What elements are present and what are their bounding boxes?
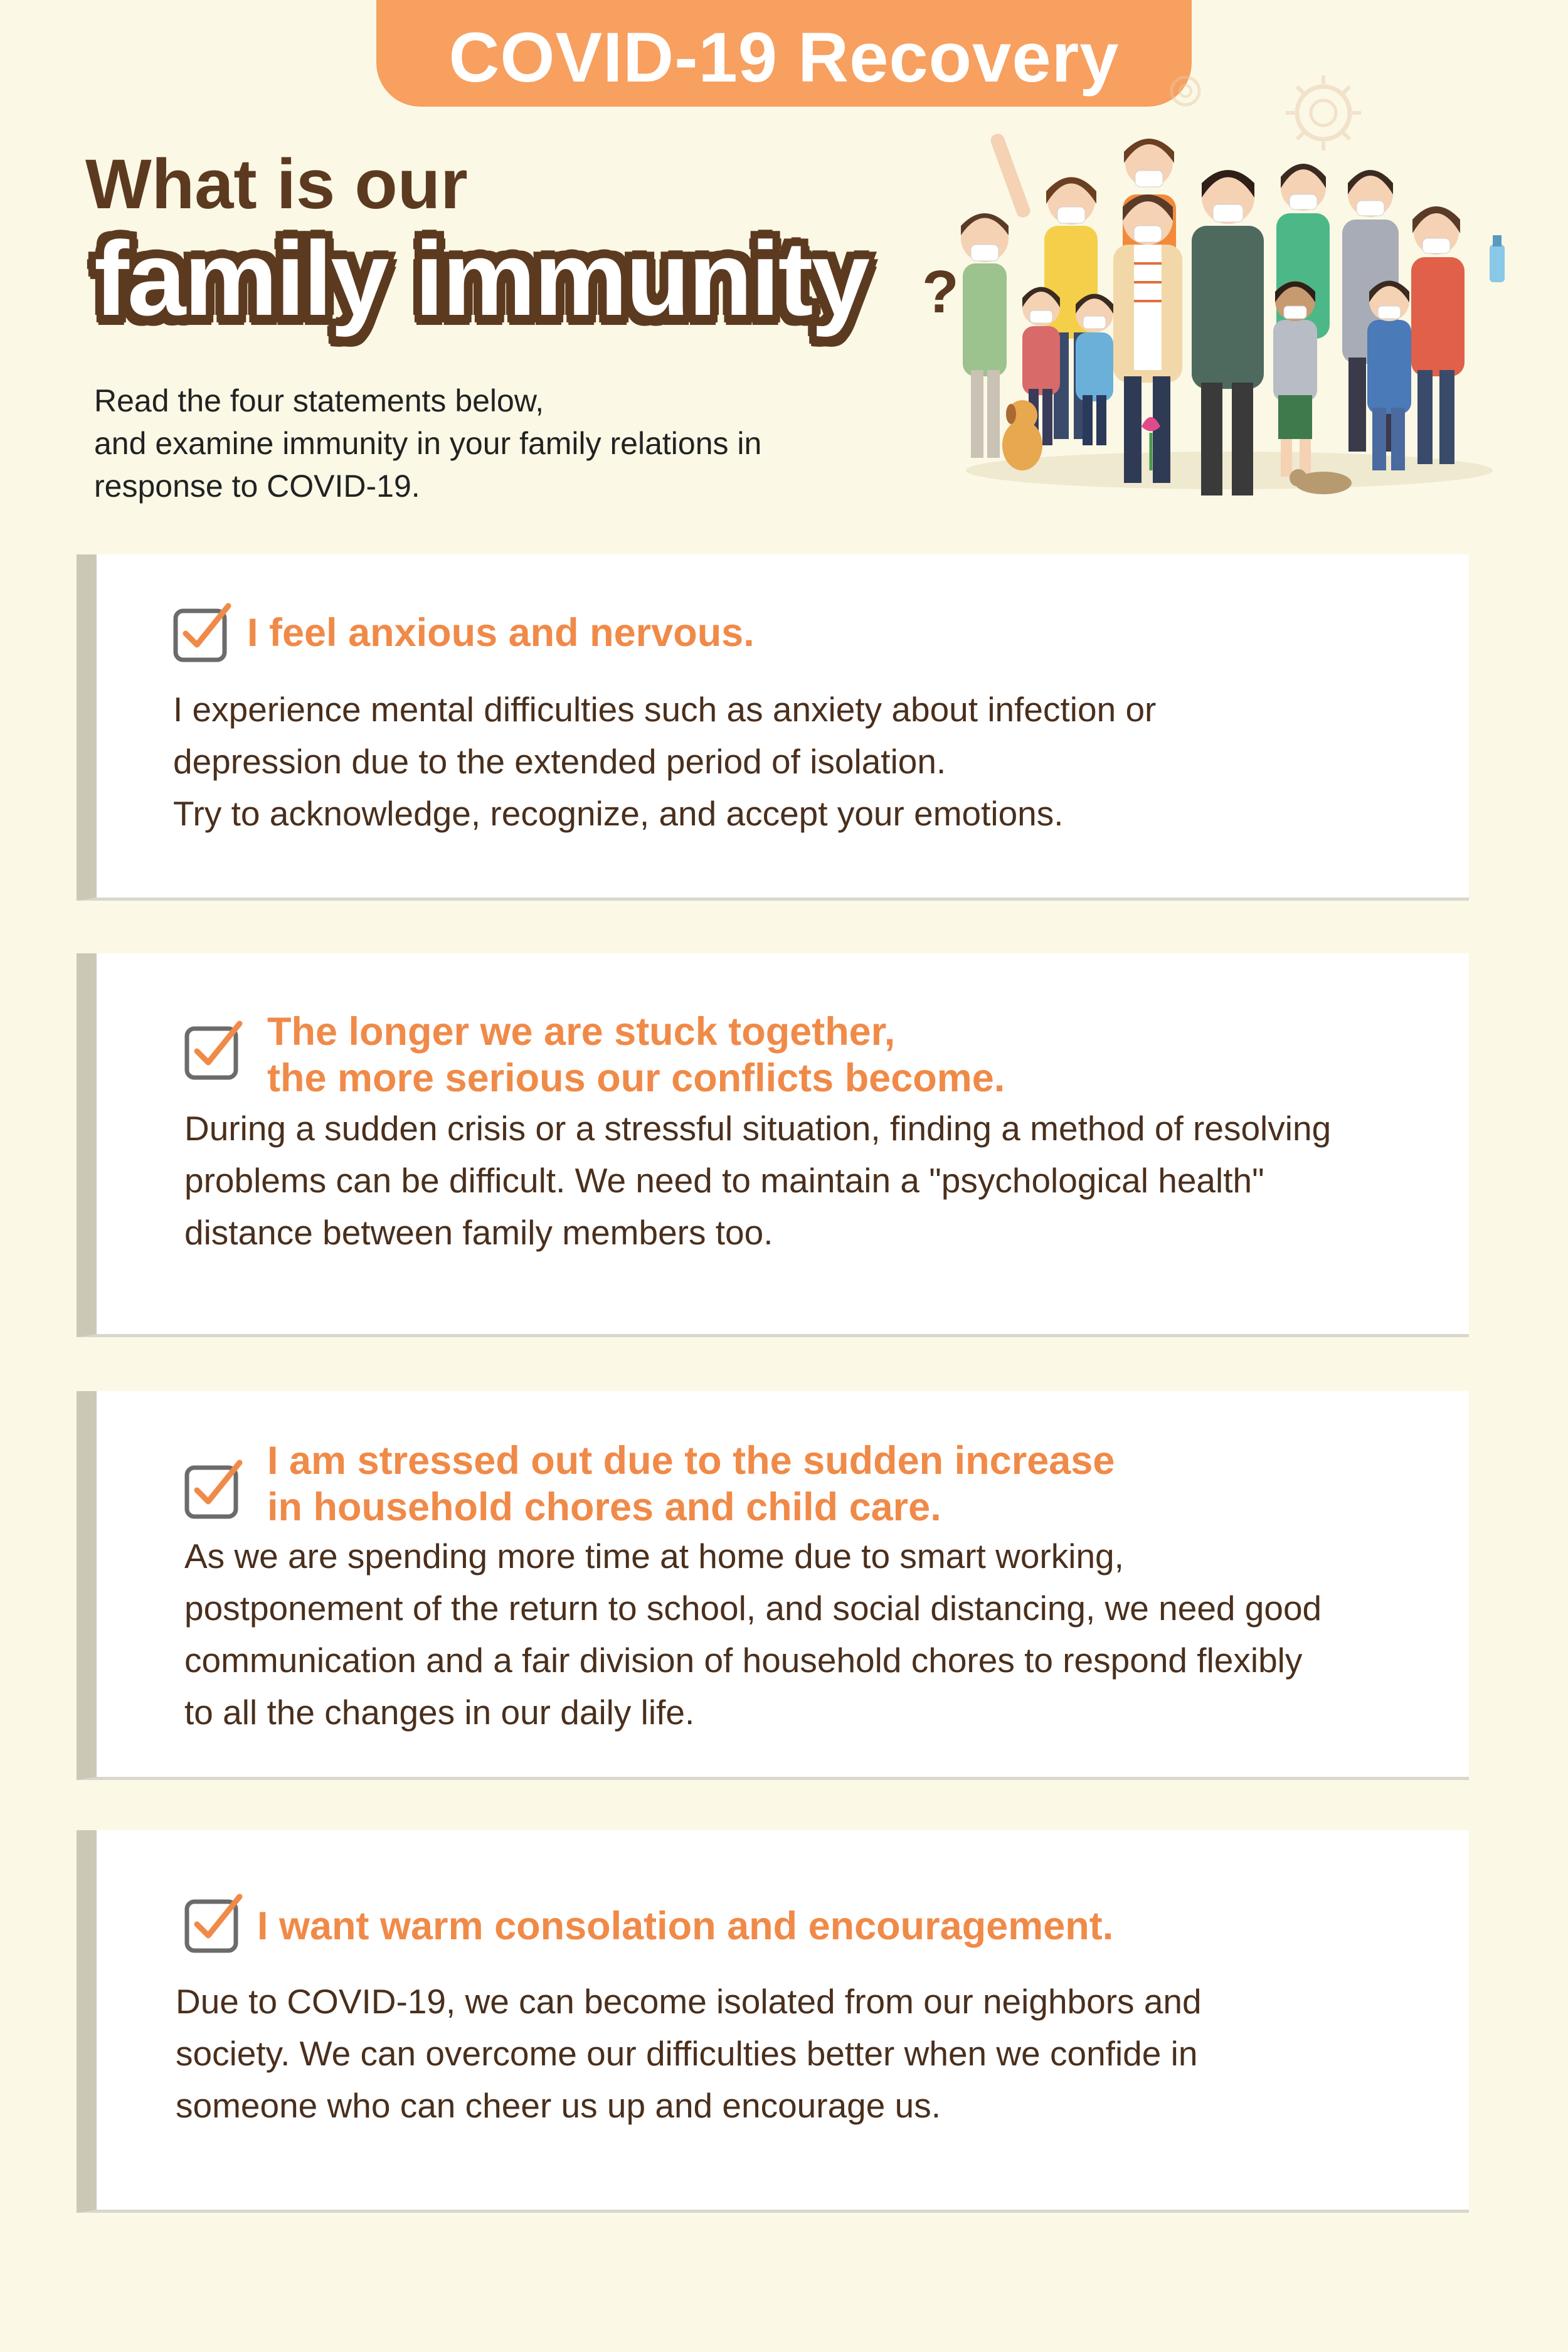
statement-body (184, 1530, 1322, 1739)
person-figure (1192, 170, 1264, 495)
statement-body-line: postponement of the return to school, and social distancing, we need good (184, 1589, 1322, 1628)
statement-body-line: During a sudden crisis or a stressful situation, finding a method of resolving (184, 1109, 1332, 1148)
spray-bottle-figure (1490, 235, 1505, 282)
statement-title (257, 1903, 1113, 1949)
statement-card-2 (77, 953, 1469, 1337)
intro-line: Read the four statements below, (94, 383, 544, 418)
intro-line: response to COVID-19. (94, 469, 420, 504)
statement-body-line: I experience mental difficulties such as anxiety about infection or (173, 690, 1157, 729)
virus-icon (1286, 75, 1361, 151)
statement-title-line: I feel anxious and nervous. (247, 611, 755, 655)
checked-box-icon (182, 1459, 245, 1522)
statement-body-line: communication and a fair division of household chores to respond flexibly (184, 1641, 1303, 1680)
banner-title: COVID-19 Recovery (448, 18, 1120, 97)
person-figure (961, 213, 1009, 458)
statement-card-1 (77, 554, 1469, 901)
checked-box-icon (171, 602, 233, 665)
statement-title-line: I want warm consolation and encouragement. (257, 1904, 1114, 1948)
statement-body-line: Try to acknowledge, recognize, and accept your emotions. (173, 794, 1064, 833)
dog-figure (1002, 400, 1042, 470)
statement-title (247, 610, 755, 656)
headline-line1: What is our (85, 145, 468, 223)
checked-box-icon (182, 1020, 245, 1083)
statement-body-line: As we are spending more time at home due to smart working, (184, 1537, 1124, 1576)
statement-body-line: problems can be difficult. We need to maintain a "psychological health" (184, 1161, 1264, 1200)
statement-card-3 (77, 1391, 1469, 1780)
checked-box-icon (182, 1893, 245, 1956)
statement-body-line: society. We can overcome our difficulties better when we confide in (176, 2034, 1198, 2073)
statement-title-line: in household chores and child care. (267, 1485, 941, 1529)
statement-body (176, 1976, 1202, 2132)
statement-body-line: to all the changes in our daily life. (184, 1693, 695, 1732)
statement-title (267, 1009, 1005, 1101)
statement-body-line: depression due to the extended period of isolation. (173, 742, 946, 781)
intro-line: and examine immunity in your family relations in (94, 426, 762, 461)
statement-card-4 (77, 1830, 1469, 2213)
virus-icon (1172, 77, 1199, 105)
statement-title-line: the more serious our conflicts become. (267, 1056, 1005, 1100)
person-figure (1273, 281, 1317, 477)
statement-title-line: The longer we are stuck together, (267, 1010, 896, 1054)
statement-title-line: I am stressed out due to the sudden increase (267, 1439, 1115, 1483)
family-illustration (935, 56, 1530, 521)
statement-body-line: someone who can cheer us up and encourage us. (176, 2086, 941, 2125)
statement-body-line: distance between family members too. (184, 1213, 773, 1252)
statement-body (184, 1103, 1331, 1259)
intro-text (94, 379, 872, 507)
headline-line2: family immunity (94, 220, 868, 337)
statement-body (173, 684, 1156, 840)
person-figure (1411, 206, 1465, 464)
headline-question-mark: ? (922, 258, 959, 326)
statement-body-line: Due to COVID-19, we can become isolated from our neighbors and (176, 1982, 1202, 2021)
statement-title (267, 1438, 1115, 1530)
